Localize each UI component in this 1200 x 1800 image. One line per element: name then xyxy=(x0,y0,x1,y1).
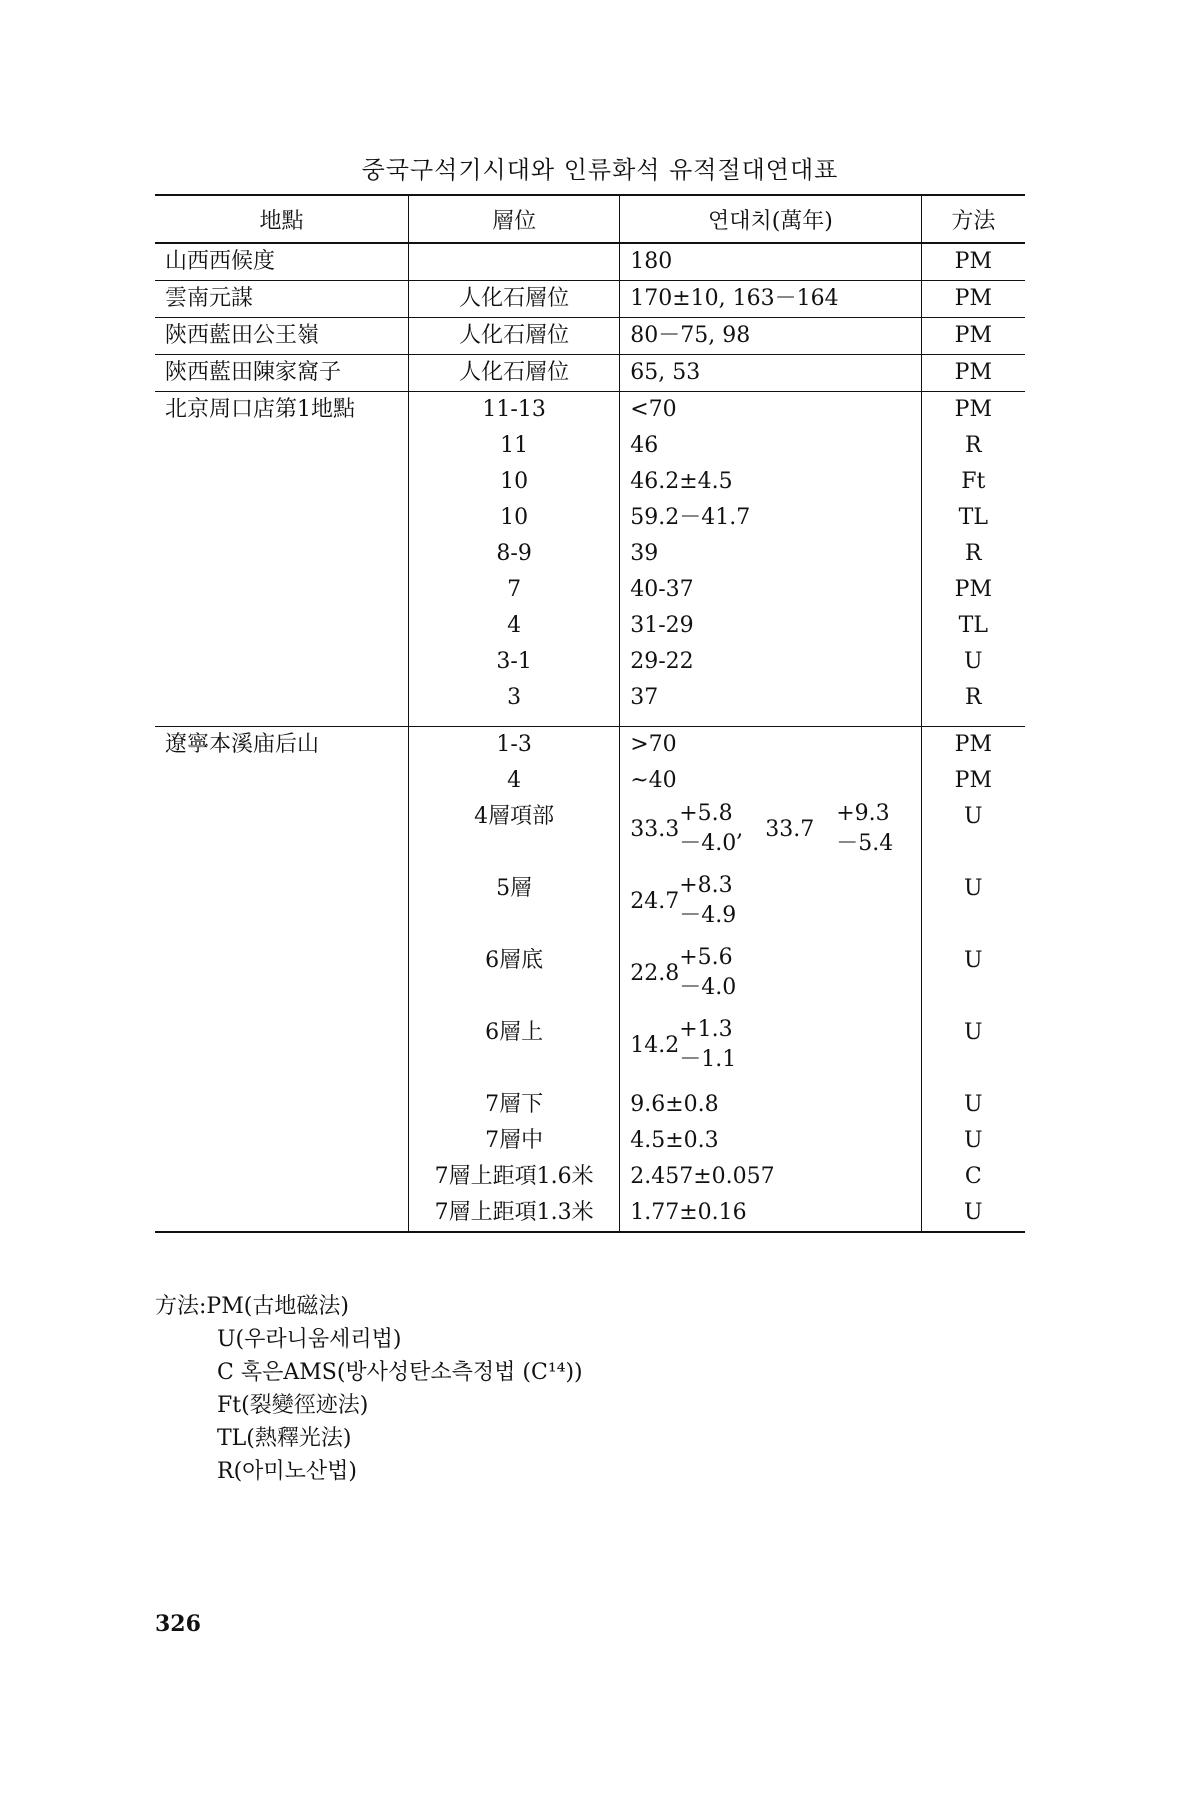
table-row xyxy=(155,281,1025,318)
header-method: 方法 xyxy=(921,195,1025,243)
layer-cell: 3 xyxy=(507,685,522,710)
layer-cell: 6層底 xyxy=(485,948,544,973)
liaoning-methods xyxy=(921,727,1025,1233)
method-cell: PM xyxy=(954,286,992,311)
method-cell: U xyxy=(964,948,983,973)
layer-cell: 人化石層位 xyxy=(459,323,570,348)
site-name: 北京周口店第1地點 xyxy=(165,397,355,422)
value-base: 22.8 xyxy=(630,960,680,986)
value-cell: 37 xyxy=(630,685,659,710)
value-minus: －4.0 xyxy=(679,831,737,856)
value-cell: 31-29 xyxy=(630,613,694,638)
method-cell: PM xyxy=(954,360,992,385)
method-cell: TL xyxy=(958,505,988,530)
layer-cell: 4 xyxy=(507,768,522,793)
method-cell: R xyxy=(965,541,982,566)
dating-table xyxy=(155,194,1025,1233)
layer-cell: 1-3 xyxy=(496,732,532,757)
note-c: C 혹은AMS(방사성탄소측정법 (C¹⁴)) xyxy=(217,1360,583,1385)
note-pm: PM(古地磁法) xyxy=(206,1294,349,1319)
value-cell: 40-37 xyxy=(630,577,694,602)
value-cell-asymmetric xyxy=(630,1015,920,1087)
note-r: R(아미노산법) xyxy=(217,1459,357,1484)
value-cell: ~40 xyxy=(630,768,677,793)
value-plus: +5.6 xyxy=(679,945,733,970)
value-cell: 2.457±0.057 xyxy=(630,1164,775,1189)
value-plus: +5.8 xyxy=(679,801,733,826)
value-plus: +8.3 xyxy=(679,873,733,898)
value-plus: +1.3 xyxy=(679,1017,733,1042)
method-cell: U xyxy=(964,1200,983,1225)
header-site: 地點 xyxy=(155,195,409,243)
value-cell: 46.2±4.5 xyxy=(630,469,733,494)
method-cell: R xyxy=(965,433,982,458)
table-row-liaoning xyxy=(155,727,1025,1233)
layer-cell: 人化石層位 xyxy=(459,286,570,311)
beijing-values xyxy=(620,392,921,727)
table-row xyxy=(155,243,1025,281)
table-row xyxy=(155,318,1025,355)
value-minus: －4.0 xyxy=(679,975,737,1000)
layer-cell: 7層中 xyxy=(485,1128,544,1153)
value-base: 14.2 xyxy=(630,1032,680,1058)
layer-cell: 7層上距項1.3米 xyxy=(434,1200,594,1225)
layer-cell: 5層 xyxy=(496,876,533,901)
layer-cell: 7 xyxy=(507,577,522,602)
site-name: 陝西藍田公王嶺 xyxy=(165,323,320,348)
method-cell: U xyxy=(964,804,983,829)
value-cell: 65, 53 xyxy=(630,360,701,385)
layer-cell: 7層上距項1.6米 xyxy=(434,1164,594,1189)
value-cell: 46 xyxy=(630,433,659,458)
value-cell-asymmetric xyxy=(630,871,920,943)
layer-cell: 4 xyxy=(507,613,522,638)
note-ft: Ft(裂變徑迹法) xyxy=(217,1393,369,1418)
note-tl: TL(熱釋光法) xyxy=(217,1426,352,1451)
value-cell-asymmetric xyxy=(630,799,920,871)
value-base: 33.7 xyxy=(765,816,815,842)
method-cell: U xyxy=(964,1020,983,1045)
layer-cell: 4層項部 xyxy=(474,804,555,829)
value-minus: －4.9 xyxy=(679,903,737,928)
layer-cell: 7層下 xyxy=(485,1092,544,1117)
method-notes xyxy=(155,1290,583,1488)
value-cell: >70 xyxy=(630,732,677,757)
value-minus: －5.4 xyxy=(836,831,894,856)
value-plus: +9.3 xyxy=(836,801,890,826)
value-separator: , xyxy=(736,816,744,842)
header-value: 연대치(萬年) xyxy=(620,195,921,243)
method-cell: PM xyxy=(954,323,992,348)
value-cell: 4.5±0.3 xyxy=(630,1128,719,1153)
value-cell: 29-22 xyxy=(630,649,694,674)
layer-cell: 人化石層位 xyxy=(459,360,570,385)
value-cell: 39 xyxy=(630,541,659,566)
layer-cell: 8-9 xyxy=(496,541,532,566)
layer-cell: 3-1 xyxy=(496,649,532,674)
method-cell: PM xyxy=(954,577,992,602)
value-cell: 1.77±0.16 xyxy=(630,1200,747,1225)
header-row xyxy=(155,195,1025,243)
table-row xyxy=(155,355,1025,392)
value-cell: 170±10, 163－164 xyxy=(630,286,839,311)
layer-cell: 11-13 xyxy=(482,397,546,422)
layer-cell xyxy=(409,244,619,280)
value-cell: <70 xyxy=(630,397,677,422)
method-cell: TL xyxy=(958,613,988,638)
value-cell: 9.6±0.8 xyxy=(630,1092,719,1117)
table-row-beijing xyxy=(155,392,1025,727)
beijing-methods xyxy=(921,392,1025,727)
method-cell: PM xyxy=(954,732,992,757)
layer-cell: 11 xyxy=(500,433,529,458)
method-cell: U xyxy=(964,1128,983,1153)
value-cell: 59.2－41.7 xyxy=(630,505,751,530)
site-name: 陝西藍田陳家窩子 xyxy=(165,360,342,385)
method-cell: R xyxy=(965,685,982,710)
method-cell: Ft xyxy=(961,469,986,494)
method-cell: PM xyxy=(954,768,992,793)
table-title: 중국구석기시대와 인류화석 유적절대연대표 xyxy=(361,156,839,184)
site-name: 雲南元謀 xyxy=(165,286,254,311)
value-base: 33.3 xyxy=(630,816,680,842)
method-cell: U xyxy=(964,1092,983,1117)
layer-cell: 10 xyxy=(500,505,529,530)
value-minus: －1.1 xyxy=(679,1047,737,1072)
layer-cell: 6層上 xyxy=(485,1020,544,1045)
method-cell: PM xyxy=(954,249,992,274)
note-u: U(우라니움세리법) xyxy=(217,1327,402,1352)
liaoning-values xyxy=(620,727,921,1233)
liaoning-layers xyxy=(409,727,620,1233)
value-base: 24.7 xyxy=(630,888,680,914)
site-name: 山西西候度 xyxy=(165,249,276,274)
method-cell: U xyxy=(964,876,983,901)
layer-cell: 10 xyxy=(500,469,529,494)
method-cell: U xyxy=(964,649,983,674)
method-cell: C xyxy=(964,1164,982,1189)
header-layer: 層位 xyxy=(409,195,620,243)
notes-label: 方法: xyxy=(155,1294,207,1319)
beijing-layers xyxy=(409,392,620,727)
page-number: 326 xyxy=(155,1611,201,1637)
value-cell: 180 xyxy=(630,249,673,274)
value-cell-asymmetric xyxy=(630,943,920,1015)
method-cell: PM xyxy=(954,397,992,422)
site-name: 遼寧本溪庙后山 xyxy=(165,732,320,757)
value-cell: 80－75, 98 xyxy=(630,323,751,348)
